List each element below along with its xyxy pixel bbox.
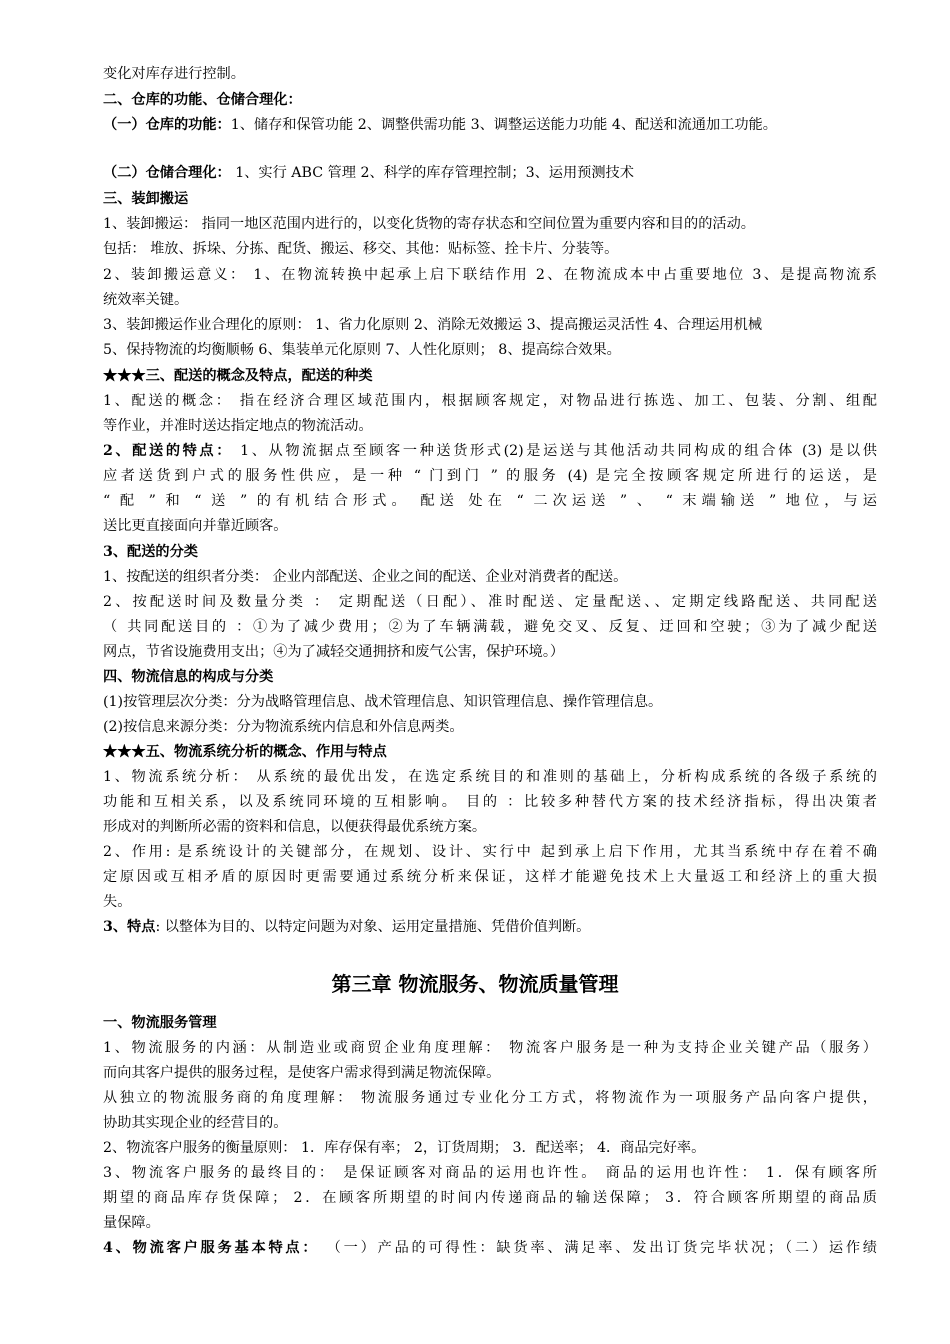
- text-run: : 以整体为目的、以特定问题为对象、运用定量措施、凭借价值判断。: [155, 919, 591, 935]
- text-run: 3、装卸搬运作业合理化的原则： 1、省力化原则 2、消除无效搬运 3、提高搬运灵活性 4、合理运用机械: [103, 317, 763, 333]
- text-run: “ 配 ” 和 “ 送 ” 的有机结合形式。 配送 处在 “ 二次运送 ” 、 “ 末端输送 ” 地位，与运: [103, 493, 877, 509]
- bold-text-run: （一）仓库的功能：: [103, 117, 231, 133]
- text-run: (1)按管理层次分类：分为战略管理信息、战术管理信息、知识管理信息、操作管理信息。: [103, 694, 663, 710]
- text-line: [103, 441, 877, 461]
- text-run: 2、物流客户服务的衡量原则： 1．库存保有率； 2，订货周期； 3．配送率； 4．商品完好率。: [103, 1140, 706, 1156]
- text-run: 量保障。: [103, 1215, 160, 1231]
- text-line: [103, 340, 621, 360]
- text-line: [103, 692, 662, 712]
- bold-text-run: 三、装卸搬运: [103, 191, 189, 207]
- text-run: 送比更直接面向并靠近顾客。: [103, 518, 288, 534]
- text-line: [103, 1163, 877, 1183]
- text-line: [103, 1138, 705, 1158]
- text-line: [103, 391, 877, 411]
- text-line: [103, 767, 877, 787]
- text-run: 2、按配送时间及数量分类 ： 定期配送（日配）、准时配送、定量配送、、定期定线路配送、共同配送: [103, 594, 877, 610]
- text-line: [103, 1013, 217, 1033]
- bold-text-run: 一、物流服务管理: [103, 1015, 217, 1031]
- text-line: [103, 315, 762, 335]
- text-line: [103, 466, 877, 486]
- text-line: [103, 542, 198, 562]
- text-run: 应者送货到户式的服务性供应，是一种 “ 门到门 ” 的服务 (4) 是完全按顾客规定所进行的运送，是: [103, 468, 877, 484]
- text-run: 3、物流客户服务的最终目的： 是保证顾客对商品的运用也许性。 商品的运用也许性： 1．保有顾客所: [103, 1165, 877, 1181]
- text-line: [103, 1088, 877, 1108]
- text-run: 1、物流系统分析： 从系统的最优出发，在选定系统目的和准则的基础上，分析构成系统的各级子系统的: [103, 769, 877, 785]
- text-line: [103, 667, 273, 687]
- text-run: （ 共同配送目的 ：①为了减少费用；②为了车辆满载，避免交叉、反复、迂回和空驶；③为了减少配送: [103, 619, 877, 635]
- text-run: 2、作用: 是系统设计的关键部分，在规划、设计、实行中 起到承上启下作用，尤其当系统中存在着不确: [103, 844, 877, 860]
- bold-text-run: ★★★三、配送的概念及特点，配送的种类: [103, 368, 373, 384]
- text-line: [103, 491, 877, 511]
- text-run: 统效率关键。: [103, 292, 189, 308]
- bold-text-run: 3、配送的分类: [103, 544, 198, 560]
- text-run: 网点，节省设施费用支出；④为了减轻交通拥挤和废气公害，保护环境。）: [103, 644, 565, 660]
- text-line: [103, 1188, 877, 1208]
- text-run: 1、物流服务的内涵：从制造业或商贸企业角度理解： 物流客户服务是一种为支持企业关键产品（服务）: [103, 1040, 877, 1056]
- bold-text-run: （二）仓储合理化：: [103, 165, 231, 181]
- text-run: 5、保持物流的均衡顺畅 6、集装单元化原则 7、人性化原则； 8、提高综合效果。: [103, 342, 621, 358]
- text-run: 变化对库存进行控制。: [103, 66, 245, 82]
- bold-text-run: 2、配送的特点：: [103, 443, 233, 459]
- text-line: [103, 265, 877, 285]
- text-run: 形成对的判断所必需的资料和信息，以便获得最优系统方案。: [103, 819, 487, 835]
- text-run: 而向其客户提供的服务过程，是使客户需求得到满足物流保障。: [103, 1065, 501, 1081]
- text-run: 1、按配送的组织者分类： 企业内部配送、企业之间的配送、企业对消费者的配送。: [103, 569, 628, 585]
- text-line: [103, 567, 627, 587]
- text-line: [103, 1213, 160, 1233]
- text-run: 从独立的物流服务商的角度理解： 物流服务通过专业化分工方式，将物流作为一项服务产品向客户提供，: [103, 1090, 877, 1106]
- text-line: [103, 163, 634, 183]
- text-line: [103, 189, 188, 209]
- text-line: [103, 742, 387, 762]
- chapter-title: 第三章 物流服务、物流质量管理: [331, 972, 619, 996]
- text-line: [103, 867, 877, 887]
- text-line: [103, 1063, 500, 1083]
- text-line: [103, 717, 464, 737]
- text-run: 功能和互相关系，以及系统同环境的互相影响。 目的 ：比较多种替代方案的技术经济指标，得出决策者: [103, 794, 877, 810]
- text-line: [103, 516, 287, 536]
- text-line: [103, 239, 618, 259]
- text-line: [103, 1238, 877, 1258]
- text-run: 1、储存和保管功能 2、调整供需功能 3、调整运送能力功能 4、配送和流通加工功能。: [230, 117, 777, 133]
- text-run: 1、从物流据点至顾客一种送货形式(2)是运送与其他活动共同构成的组合体 (3) 是以供: [233, 443, 877, 459]
- text-run: (2)按信息来源分类：分为物流系统内信息和外信息两类。: [103, 719, 464, 735]
- bold-text-run: ★★★五、物流系统分析的概念、作用与特点: [103, 744, 387, 760]
- text-line: [103, 64, 245, 84]
- text-run: 1、实行 ABC 管理 2、科学的库存管理控制；3、运用预测技术: [230, 165, 634, 181]
- bold-text-run: 4、物流客户服务基本特点：: [103, 1240, 320, 1256]
- text-run: 2、装卸搬运意义： 1、在物流转换中起承上启下联结作用 2、在物流成本中占重要地位 3、是提高物流系: [103, 267, 877, 283]
- text-run: 等作业，并准时送达指定地点的物流活动。: [103, 418, 373, 434]
- text-line: [103, 792, 877, 812]
- text-line: [103, 214, 755, 234]
- text-line: [103, 1038, 877, 1058]
- text-line: [103, 842, 877, 862]
- text-line: [103, 90, 302, 110]
- text-line: [103, 366, 373, 386]
- text-line: [103, 642, 564, 662]
- bold-text-run: 3、特点: [103, 919, 156, 935]
- text-line: [103, 617, 877, 637]
- text-run: 1、装卸搬运： 指同一地区范围内进行的，以变化货物的寄存状态和空间位置为重要内容和目的的活动。: [103, 216, 755, 232]
- text-line: [103, 290, 188, 310]
- bold-text-run: 四、物流信息的构成与分类: [103, 669, 274, 685]
- text-line: [103, 817, 486, 837]
- text-run: 期望的商品库存货保障； 2．在顾客所期望的时间内传递商品的输送保障； 3．符合顾客所期望的商品质: [103, 1190, 877, 1206]
- text-line: [103, 917, 590, 937]
- text-run: 定原因或互相矛盾的原因时更需要通过系统分析来保证，这样才能避免技术上大量返工和经济上的重大损: [103, 869, 877, 885]
- text-line: [103, 416, 373, 436]
- text-run: 协助其实现企业的经营目的。: [103, 1115, 288, 1131]
- text-line: [103, 892, 131, 912]
- text-run: （一）产品的可得性：缺货率、满足率、发出订货完毕状况；（二）运作绩: [319, 1240, 877, 1256]
- text-line: [103, 592, 877, 612]
- bold-text-run: 二、仓库的功能、仓储合理化：: [103, 92, 302, 108]
- text-run: 失。: [103, 894, 132, 910]
- text-run: 包括： 堆放、拆垛、分拣、配货、搬运、移交、其他：贴标签、拴卡片、分装等。: [103, 241, 619, 257]
- text-run: 1、配送的概念： 指在经济合理区域范围内，根据顾客规定，对物品进行拣选、加工、包装、分割、组配: [103, 393, 877, 409]
- text-line: [103, 115, 777, 135]
- text-line: [103, 1113, 287, 1133]
